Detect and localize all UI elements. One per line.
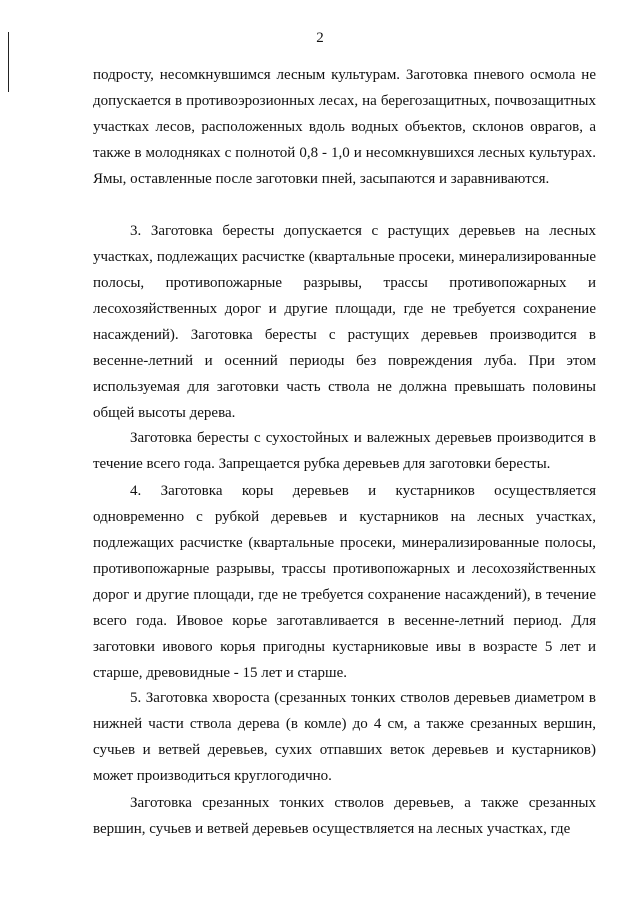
left-margin-scan-line <box>8 32 9 92</box>
document-body-item-3-bis <box>93 425 596 477</box>
page-number: 2 <box>316 30 324 46</box>
document-body-item-5 <box>93 685 596 789</box>
paragraph-item-3-bis: Заготовка бересты с сухостойных и валежных деревьев производится в течение всего года. Запрещается рубка деревьев для заготовки бересты. <box>93 430 596 472</box>
document-body <box>93 62 596 192</box>
paragraph-item-5: 5. Заготовка хвороста (срезанных тонких стволов деревьев диаметром в нижней части ствола дерева (в комле) до 4 см, а также срезанных вершин, сучьев и ветвей деревьев, сухих отпавших веток деревьев и кустарников) может производиться круглогодично. <box>93 690 596 784</box>
document-body-item-4 <box>93 478 596 686</box>
document-body-item-5-bis <box>93 790 596 842</box>
document-body-item-3 <box>93 218 596 426</box>
paragraph-continuation: подросту, несомкнувшимся лесным культурам. Заготовка пневого осмола не допускается в противоэрозионных лесах, на берегозащитных, почвозащитных участках лесов, расположенных вдоль водных объектов, склонов оврагов, а также в молодняках с полнотой 0,8 - 1,0 и несомкнувшихся лесных культурах. Ямы, оставленные после заготовки пней, засыпаются и заравниваются. <box>93 67 596 187</box>
paragraph-item-3: 3. Заготовка бересты допускается с растущих деревьев на лесных участках, подлежащих расчистке (квартальные просеки, минерализированные полосы, противопожарные разрывы, трассы противопожарных и лесохозяйственных дорог и другие площади, где не требуется сохранение насаждений). Заготовка бересты с растущих деревьев производится в весенне-летний и осенний периоды без повреждения луба. При этом используемая для заготовки часть ствола не должна превышать половины общей высоты дерева. <box>93 223 596 421</box>
paragraph-item-5-bis: Заготовка срезанных тонких стволов деревьев, а также срезанных вершин, сучьев и ветвей деревьев осуществляется на лесных участках, где <box>93 795 596 837</box>
paragraph-item-4: 4. Заготовка коры деревьев и кустарников осуществляется одновременно с рубкой деревьев и кустарников на лесных участках, подлежащих расчистке (квартальные просеки, минерализированные полосы, противопожарные разрывы, трассы противопожарных и лесохозяйственных дорог и другие площади, где не требуется сохранение насаждений), в течение всего года. Ивовое корье заготавливается в весенне-летний период. Для заготовки ивового корья пригодны кустарниковые ивы в возрасте 5 лет и старше, древовидные - 15 лет и старше. <box>93 483 596 681</box>
